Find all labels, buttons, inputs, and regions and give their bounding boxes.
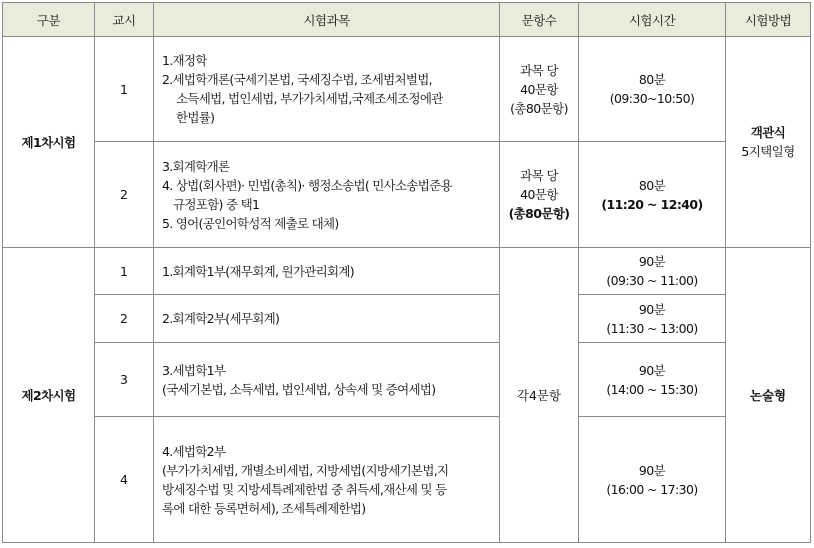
stage2-question-count: 각4문항	[500, 248, 579, 543]
table-row	[3, 37, 811, 142]
subject-line: 1.회계학1부(재무회계, 원가관리회계)	[162, 263, 354, 279]
exam-time-cell	[579, 248, 726, 295]
subjects-cell	[154, 295, 500, 343]
table-row	[3, 142, 811, 248]
subject-line: 2.회계학2부(세무회계)	[162, 311, 280, 326]
table-row	[3, 248, 811, 295]
count-line: (총80문항)	[508, 206, 570, 221]
header-question-count: 문항수	[500, 3, 579, 37]
time-range: (16:00 ~ 17:30)	[606, 481, 698, 497]
period-number: 2	[95, 295, 154, 343]
count-line: 과목 당	[520, 168, 558, 183]
duration: 90분	[638, 362, 666, 378]
time-range: (09:30 ~ 11:00)	[606, 273, 698, 288]
subject-line: 방세징수법 및 지방세특례제한법 중 취득세,재산세 및 등	[162, 481, 447, 497]
subject-line: 록에 대한 등록면허세), 조세특례제한법)	[162, 500, 366, 516]
stage2-label: 제2차시험	[3, 248, 95, 543]
subject-line: 5. 영어(공인어학성적 제출로 대체)	[162, 215, 339, 231]
header-subjects: 시험과목	[154, 3, 500, 37]
time-range: (11:20 ~ 12:40)	[601, 196, 703, 212]
question-count-cell	[500, 142, 579, 248]
exam-time-cell	[579, 417, 726, 543]
table-row	[3, 343, 811, 417]
subjects-cell	[154, 142, 500, 248]
header-exam-method: 시험방법	[726, 3, 811, 37]
exam-time-cell	[579, 37, 726, 142]
header-category: 구분	[3, 3, 95, 37]
subjects-cell	[154, 343, 500, 417]
method-line: 객관식	[750, 125, 786, 140]
table-row	[3, 295, 811, 343]
exam-schedule-table	[2, 2, 811, 543]
subject-line: (국세기본법, 소득세법, 법인세법, 상속세 및 증여세법)	[162, 381, 436, 397]
period-number: 2	[95, 142, 154, 248]
count-line: (총80문항)	[510, 100, 568, 116]
header-period: 교시	[95, 3, 154, 37]
period-number: 3	[95, 343, 154, 417]
question-count-cell	[500, 37, 579, 142]
subject-line: 4.세법학2부	[162, 443, 226, 459]
subject-line: 1.재정학	[162, 53, 207, 68]
duration: 90분	[638, 301, 666, 317]
subject-line: 4. 상법(회사편)· 민법(총칙)· 행정소송법( 민사소송법준용	[162, 177, 452, 193]
subject-line: 소득세법, 법인세법, 부가가치세법,국제조세조정에관	[176, 91, 443, 106]
subject-line: 규정포함) 중 택1	[173, 196, 260, 212]
stage1-label: 제1차시험	[3, 37, 95, 248]
subjects-cell	[154, 248, 500, 295]
subject-line: 한법률)	[176, 110, 215, 125]
exam-time-cell	[579, 142, 726, 248]
table-row	[3, 417, 811, 543]
header-exam-time: 시험시간	[579, 3, 726, 37]
subjects-cell	[154, 37, 500, 142]
count-line: 40문항	[520, 81, 558, 97]
duration: 80분	[638, 177, 666, 193]
period-number: 1	[95, 248, 154, 295]
subject-line: (부가가치세법, 개별소비세법, 지방세법(지방세기본법,지	[162, 462, 449, 478]
duration: 90분	[638, 462, 666, 478]
subjects-cell	[154, 417, 500, 543]
time-range: (09:30~10:50)	[609, 91, 695, 106]
count-line: 40문항	[520, 187, 558, 202]
stage2-method: 논술형	[726, 248, 811, 543]
exam-time-cell	[579, 295, 726, 343]
duration: 80분	[638, 72, 666, 87]
time-range: (14:00 ~ 15:30)	[606, 381, 698, 397]
duration: 90분	[638, 254, 666, 269]
subject-line: 3.세법학1부	[162, 362, 226, 378]
method-line: 5지택일형	[741, 144, 795, 159]
time-range: (11:30 ~ 13:00)	[606, 320, 698, 336]
period-number: 1	[95, 37, 154, 142]
subject-line: 2.세법학개론(국세기본법, 국세징수법, 조세범처벌법,	[162, 72, 432, 87]
period-number: 4	[95, 417, 154, 543]
subject-line: 3.회계학개론	[162, 158, 230, 174]
exam-time-cell	[579, 343, 726, 417]
stage1-method-cell	[726, 37, 811, 248]
header-row	[3, 3, 811, 37]
count-line: 과목 당	[520, 62, 558, 78]
